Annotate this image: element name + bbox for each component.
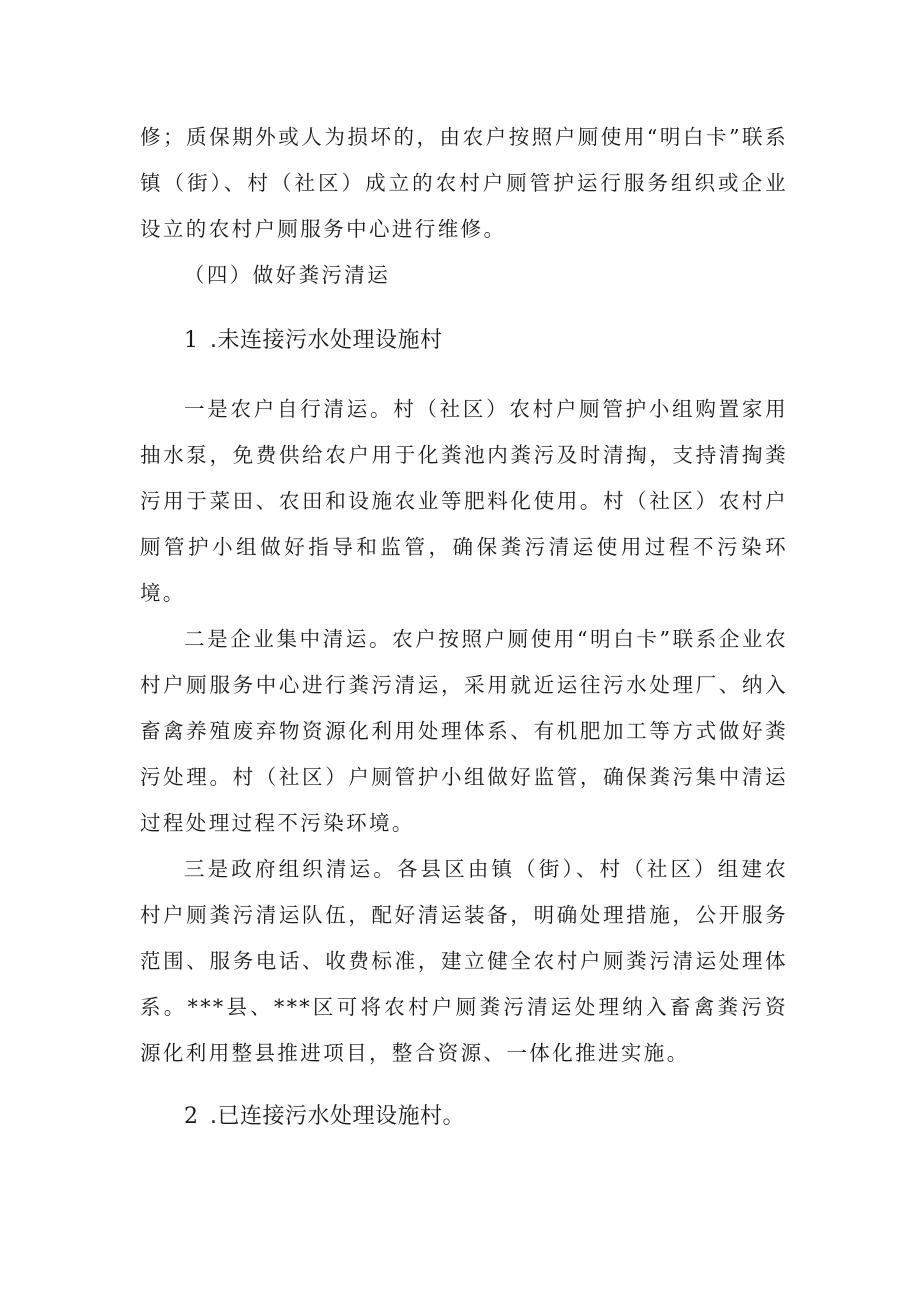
paragraph-repair-continuation: 修；质保期外或人为损坏的，由农户按照户厕使用“明白卡”联系镇（街）、村（社区）成立的农村户厕管护运行服务组织或企业设立的农村户厕服务中心进行维修。 xyxy=(140,125,788,241)
subheading-1 xyxy=(140,318,788,364)
subheading-1-text: .未连接污水处理设施村 xyxy=(210,328,443,353)
section-heading-four: （四）做好粪污清运 xyxy=(184,263,391,287)
subheading-1-number: 1 xyxy=(184,328,199,353)
subheading-2 xyxy=(140,1094,788,1140)
subheading-2-text: .已连接污水处理设施村。 xyxy=(210,1104,465,1129)
subheading-2-number: 2 xyxy=(184,1104,199,1129)
document-page xyxy=(140,114,788,1140)
paragraph-enterprise-cleaning: 二是企业集中清运。农户按照户厕使用“明白卡”联系企业农村户厕服务中心进行粪污清运，采用就近运往污水处理厂、纳入畜禽养殖废弃物资源化利用处理体系、有机肥加工等方式做好粪污处理。村（社区）户厕管护小组做好监管，确保粪污集中清运过程处理过程不污染环境。 xyxy=(140,627,788,835)
paragraph-government-cleaning: 三是政府组织清运。各县区由镇（街）、村（社区）组建农村户厕粪污清运队伍，配好清运装备，明确处理措施，公开服务范围、服务电话、收费标准，建立健全农村户厕粪污清运处理体系。***县、***区可将农村户厕粪污清运处理纳入畜禽粪污资源化利用整县推进项目，整合资源、一体化推进实施。 xyxy=(140,857,788,1065)
paragraph-self-cleaning: 一是农户自行清运。村（社区）农村户厕管护小组购置家用抽水泵，免费供给农户用于化粪池内粪污及时清掏，支持清掏粪污用于菜田、农田和设施农业等肥料化使用。村（社区）农村户厕管护小组做好指导和监管，确保粪污清运使用过程不污染环境。 xyxy=(140,397,788,605)
